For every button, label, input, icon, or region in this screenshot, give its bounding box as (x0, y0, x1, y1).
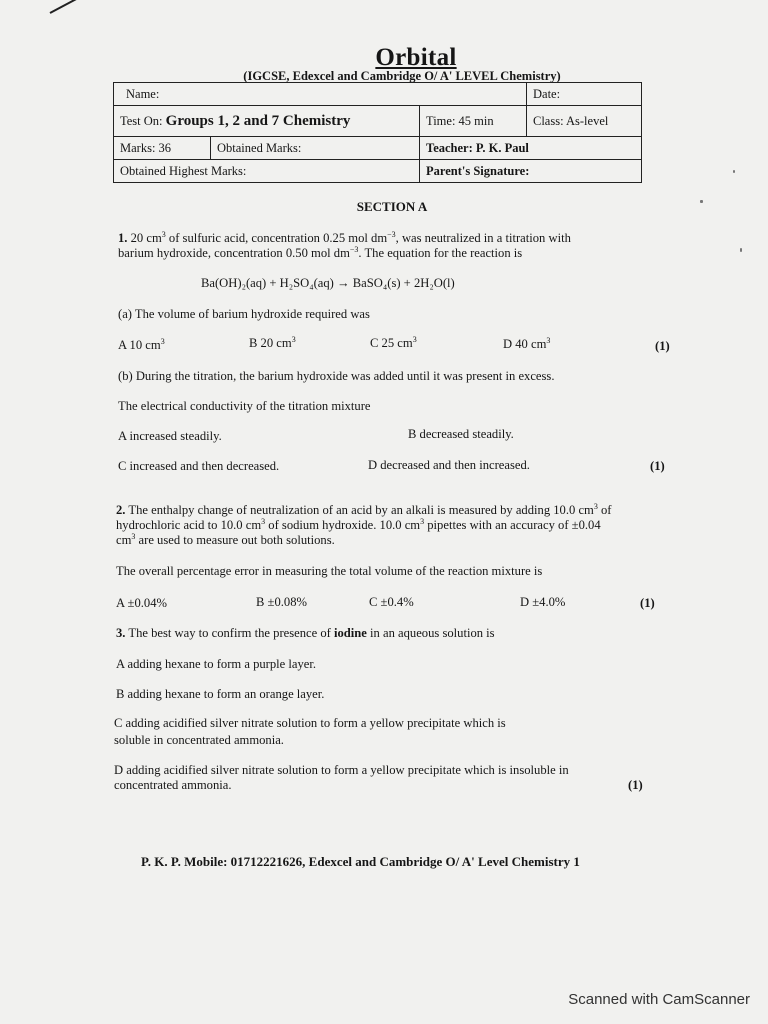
q1b-stem: (b) During the titration, the barium hydroxide was added until it was present in excess. (118, 369, 555, 383)
q3-option-d-line2: concentrated ammonia. (114, 778, 232, 792)
parent-signature-field: Parent's Signature: (420, 160, 642, 183)
marks-field: Marks: 36 (114, 137, 211, 160)
q1-equation: Ba(OH)₂(aq) + H₂SO₄(aq) → BaSO₄(s) + 2H₂O(l) (201, 276, 455, 290)
q2-line3: $cm^3$ are used to measure out both solutions. (116, 531, 335, 547)
q2-option-c: C ±0.4% (369, 595, 414, 609)
q3-stem: 3. The best way to confirm the presence of iodine in an aqueous solution is (116, 626, 495, 640)
test-on-field: Test On: Groups 1, 2 and 7 Chemistry (114, 106, 420, 137)
obtained-marks-field: Obtained Marks: (211, 137, 420, 160)
highest-marks-field: Obtained Highest Marks: (114, 160, 420, 183)
q3-option-c-line2: soluble in concentrated ammonia. (114, 733, 284, 747)
teacher-field: Teacher: P. K. Paul (420, 137, 642, 160)
q1a-option-b: B 20 $cm^3$ (249, 334, 296, 350)
q3-option-b: B adding hexane to form an orange layer. (116, 687, 325, 701)
q1-line2: barium hydroxide, concentration 0.50 mol $dm^{-3}$. The equation for the reaction is (118, 244, 523, 260)
q1-line1: 1. 20 $cm^3$ of sulfuric acid, concentration 0.25 mol $dm^{-3}$, was neutralized in a titration with (118, 229, 571, 245)
q1a-stem: (a) The volume of barium hydroxide required was (118, 307, 370, 321)
q1a-mark: (1) (655, 339, 670, 353)
q3-option-a: A adding hexane to form a purple layer. (116, 657, 317, 671)
section-heading: SECTION A (356, 199, 428, 214)
q1b-option-a: A increased steadily. (118, 429, 222, 443)
q1b-mark: (1) (650, 459, 665, 473)
q1a-option-a: A 10 $cm^3$ (118, 336, 165, 352)
page-footer: P. K. P. Mobile: 01712221626, Edexcel and Cambridge O/ A' Level Chemistry 1 (141, 854, 580, 869)
q2-mark: (1) (640, 596, 655, 610)
q2-line1: 2. The enthalpy change of neutralization of an acid by an alkali is measured by adding 10.0 $cm^3$ of (116, 501, 612, 517)
q1a-option-c: C 25 $cm^3$ (370, 334, 417, 350)
pen-mark (50, 0, 90, 14)
q2-option-a: A ±0.04% (116, 596, 167, 610)
q1b-option-d: D decreased and then increased. (368, 458, 530, 472)
q1b-option-b: B decreased steadily. (408, 427, 514, 441)
info-table (113, 82, 642, 183)
scan-speck (733, 170, 735, 173)
q2-option-d: D ±4.0% (520, 595, 566, 609)
q1a-option-d: D 40 $cm^3$ (503, 335, 551, 351)
time-field: Time: 45 min (420, 106, 527, 137)
scan-speck (740, 248, 742, 252)
q1b-option-c: C increased and then decreased. (118, 459, 280, 473)
scanner-watermark: Scanned with CamScanner (568, 991, 750, 1008)
date-field: Date: (527, 83, 642, 106)
q2-stem: The overall percentage error in measuring the total volume of the reaction mixture is (116, 564, 543, 578)
q2-line2: hydrochloric acid to 10.0 $cm^3$ of sodium hydroxide. 10.0 $cm^3$ pipettes with an accuracy of ±0.04 (116, 516, 601, 532)
test-topic: Groups 1, 2 and 7 Chemistry (165, 112, 351, 129)
name-field: Name: (114, 83, 527, 106)
q3-option-d-line1: D adding acidified silver nitrate solution to form a yellow precipitate which is insoluble in (114, 763, 569, 777)
q3-option-c-line1: C adding acidified silver nitrate solution to form a yellow precipitate which is (114, 716, 506, 730)
page-title: Orbital (375, 44, 457, 71)
class-field: Class: As-level (527, 106, 642, 137)
q3-mark: (1) (628, 778, 643, 792)
q1b-stem2: The electrical conductivity of the titration mixture (118, 399, 371, 413)
q2-option-b: B ±0.08% (256, 595, 307, 609)
page-subtitle: (IGCSE, Edexcel and Cambridge O/ A' LEVEL Chemistry) (243, 69, 561, 83)
